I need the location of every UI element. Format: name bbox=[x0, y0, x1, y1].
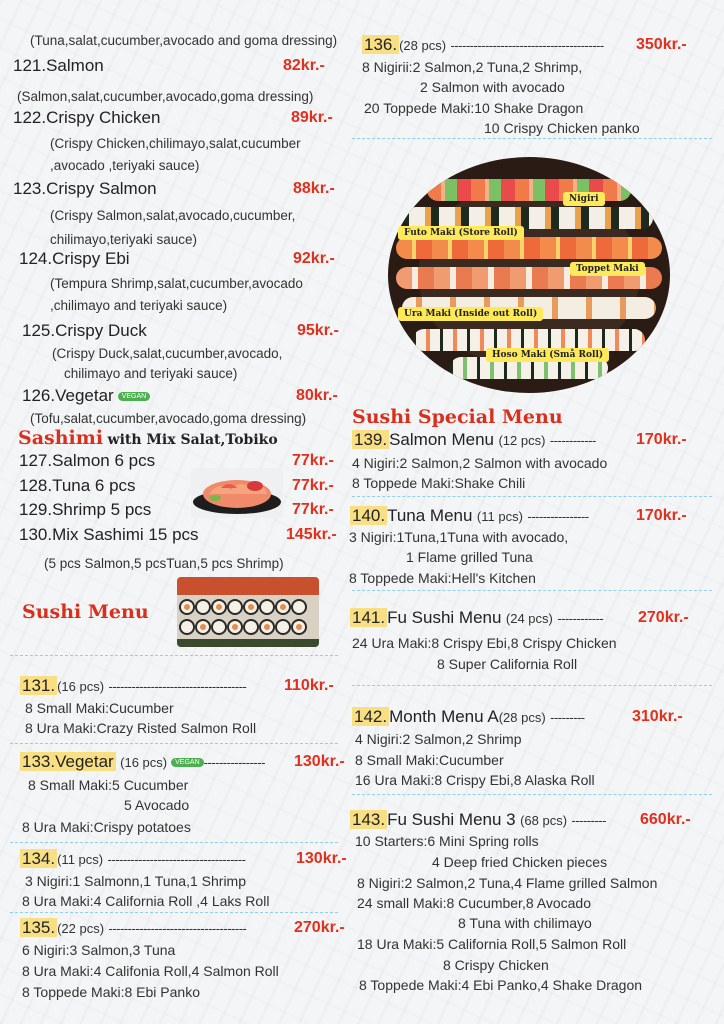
item-126-label: 126.Vegetar bbox=[22, 386, 114, 405]
item-140-number: 140. bbox=[352, 506, 386, 525]
item-140-price: 170kr.- bbox=[636, 507, 687, 524]
item-134-header bbox=[20, 849, 245, 869]
item-122-name: 122.Crispy Chicken bbox=[13, 108, 161, 127]
vegan-badge: VEGAN bbox=[118, 392, 151, 401]
item-139-number: 139. bbox=[354, 430, 388, 449]
item-122-description-1: (Crispy Chicken,chilimayo,salat,cucumber bbox=[50, 136, 301, 151]
item-139-line-1: 4 Nigiri:2 Salmon,2 Salmon with avocado bbox=[352, 455, 608, 471]
item-128-price: 77kr.- bbox=[292, 477, 334, 494]
item-136-dashes: ---------------------------------------- bbox=[450, 38, 604, 53]
item-140-name: Tuna Menu bbox=[387, 506, 473, 525]
item-135-line-1: 6 Nigiri:3 Salmon,3 Tuna bbox=[22, 942, 176, 958]
item-142-price: 310kr.- bbox=[632, 708, 683, 725]
item-130-description: (5 pcs Salmon,5 pcsTuan,5 pcs Shrimp) bbox=[44, 556, 284, 571]
item-140-line-1: 3 Nigiri:1Tuna,1Tuna with avocado, bbox=[349, 529, 569, 545]
sashimi-heading bbox=[18, 427, 278, 449]
item-136-pcs: (28 pcs) bbox=[399, 38, 447, 53]
item-134-dashes: ------------------------------------ bbox=[107, 852, 246, 867]
item-136-header bbox=[362, 35, 604, 55]
item-139-price: 170kr.- bbox=[636, 431, 687, 448]
item-129-name: 129.Shrimp 5 pcs bbox=[19, 500, 152, 519]
item-121-name: 121.Salmon bbox=[13, 56, 104, 75]
item-131-pcs: (16 pcs) bbox=[57, 679, 105, 694]
item-127-name: 127.Salmon 6 pcs bbox=[19, 451, 156, 470]
item-141-line-2: 8 Super California Roll bbox=[437, 656, 578, 672]
item-126-description: (Tofu,salat,cucumber,avocado,goma dressing) bbox=[30, 411, 307, 426]
section-divider bbox=[10, 912, 338, 913]
item-136-number: 136. bbox=[364, 35, 398, 54]
item-140-line-3: 8 Toppede Maki:Hell's Kitchen bbox=[349, 570, 536, 586]
sashimi-photo bbox=[191, 468, 283, 518]
item-143-pcs: (68 pcs) bbox=[520, 813, 568, 828]
item-141-price: 270kr.- bbox=[638, 609, 689, 626]
item-141-header bbox=[350, 608, 603, 628]
item-141-dashes: ------------ bbox=[557, 611, 604, 626]
sashimi-title: Sashimi bbox=[18, 427, 104, 449]
item-130-price: 145kr.- bbox=[286, 526, 337, 543]
sashimi-plate-image bbox=[191, 468, 283, 518]
item-124-description-1: (Tempura Shrimp,salat,cucumber,avocado bbox=[50, 276, 303, 291]
item-125-name: 125.Crispy Duck bbox=[22, 321, 147, 340]
item-134-pcs: (11 pcs) bbox=[57, 852, 104, 867]
item-133-dashes: ---------------- bbox=[203, 755, 265, 770]
item-142-name: Month Menu A bbox=[389, 707, 499, 726]
item-128-name: 128.Tuna 6 pcs bbox=[19, 476, 136, 495]
section-divider bbox=[352, 138, 712, 139]
item-134-price: 130kr.- bbox=[296, 850, 347, 867]
hoso-maki-label: Hoso Maki (Små Roll) bbox=[486, 348, 609, 362]
item-124-name: 124.Crispy Ebi bbox=[19, 249, 130, 268]
section-divider bbox=[10, 743, 338, 744]
sushi-menu-photo bbox=[177, 577, 319, 647]
item-142-header bbox=[352, 707, 585, 727]
item-131-price: 110kr.- bbox=[284, 677, 334, 694]
item-142-pcs: (28 pcs) bbox=[498, 710, 546, 725]
futo-maki-label: Futo Maki (Store Roll) bbox=[398, 226, 524, 240]
item-127-price: 77kr.- bbox=[292, 452, 334, 469]
item-131-line-1: 8 Small Maki:Cucumber bbox=[25, 700, 174, 716]
item-120-description: (Tuna,salat,cucumber,avocado and goma dressing) bbox=[30, 33, 338, 48]
item-135-pcs: (22 pcs) bbox=[57, 921, 105, 936]
item-136-line-2: 2 Salmon with avocado bbox=[420, 79, 565, 95]
sushi-menu-title: Sushi Menu bbox=[22, 601, 149, 623]
item-131-dashes: ------------------------------------ bbox=[108, 679, 247, 694]
item-134-line-1: 3 Nigiri:1 Salmonn,1 Tuna,1 Shrimp bbox=[25, 873, 246, 889]
item-141-number: 141. bbox=[352, 608, 386, 627]
item-136-line-4: 10 Crispy Chicken panko bbox=[484, 120, 640, 136]
sashimi-subtitle: with Mix Salat,Tobiko bbox=[107, 432, 278, 448]
item-142-line-3: 16 Ura Maki:8 Crispy Ebi,8 Alaska Roll bbox=[355, 772, 595, 788]
item-135-price: 270kr.- bbox=[294, 919, 345, 936]
item-139-dashes: ------------ bbox=[549, 433, 596, 448]
item-139-header bbox=[352, 430, 596, 450]
item-139-name: Salmon Menu bbox=[389, 430, 494, 449]
item-142-line-2: 8 Small Maki:Cucumber bbox=[355, 752, 504, 768]
item-143-line-2: 4 Deep fried Chicken pieces bbox=[432, 854, 608, 870]
sushi-rolls-image bbox=[177, 577, 319, 647]
item-140-line-2: 1 Flame grilled Tuna bbox=[406, 549, 533, 565]
item-134-line-2: 8 Ura Maki:4 California Roll ,4 Laks Roll bbox=[22, 893, 270, 909]
item-143-number: 143. bbox=[352, 810, 386, 829]
item-135-line-2: 8 Ura Maki:4 Califonia Roll,4 Salmon Roll bbox=[22, 963, 279, 979]
item-123-price: 88kr.- bbox=[293, 180, 335, 197]
item-131-number: 131. bbox=[22, 676, 56, 695]
item-143-line-1: 10 Starters:6 Mini Spring rolls bbox=[355, 833, 539, 849]
item-131-line-2: 8 Ura Maki:Crazy Risted Salmon Roll bbox=[25, 720, 257, 736]
item-135-number: 135. bbox=[22, 918, 56, 937]
section-divider bbox=[352, 794, 712, 795]
item-124-description-2: ,chilimayo and teriyaki sauce) bbox=[50, 298, 228, 313]
item-143-line-3: 8 Nigiri:2 Salmon,2 Tuna,4 Flame grilled Salmon bbox=[357, 875, 658, 891]
item-143-header bbox=[350, 810, 606, 830]
item-133-price: 130kr.- bbox=[294, 753, 345, 770]
item-142-number: 142. bbox=[354, 707, 388, 726]
item-143-line-6: 18 Ura Maki:5 California Roll,5 Salmon Roll bbox=[357, 936, 627, 952]
toppet-maki-label: Toppet Maki bbox=[570, 262, 645, 276]
item-133-number bbox=[20, 752, 116, 771]
item-143-line-5: 8 Tuna with chilimayo bbox=[458, 915, 592, 931]
item-143-dashes: --------- bbox=[571, 813, 606, 828]
item-143-name: Fu Sushi Menu 3 bbox=[387, 810, 516, 829]
vegan-badge: VEGAN bbox=[171, 758, 204, 767]
item-133-name: Vegetar bbox=[55, 752, 114, 771]
item-135-dashes: ------------------------------------ bbox=[108, 921, 247, 936]
item-121-description: (Salmon,salat,cucumber,avocado,goma dressing) bbox=[17, 89, 314, 104]
item-142-dashes: --------- bbox=[550, 710, 585, 725]
toppet-maki-row bbox=[396, 237, 661, 259]
item-141-pcs: (24 pcs) bbox=[505, 611, 553, 626]
item-133-line-2: 5 Avocado bbox=[124, 797, 190, 813]
item-142-line-1: 4 Nigiri:2 Salmon,2 Shrimp bbox=[355, 731, 522, 747]
item-133-num-text: 133. bbox=[22, 752, 56, 771]
section-divider bbox=[352, 496, 712, 497]
item-135-header bbox=[20, 918, 246, 938]
section-divider bbox=[352, 590, 712, 591]
item-121-price: 82kr.- bbox=[283, 57, 325, 74]
item-122-price: 89kr.- bbox=[291, 109, 333, 126]
item-140-pcs: (11 pcs) bbox=[476, 509, 523, 524]
item-139-pcs: (12 pcs) bbox=[498, 433, 546, 448]
item-143-line-4: 24 small Maki:8 Cucumber,8 Avocado bbox=[357, 895, 591, 911]
item-133-pcs: (16 pcs) bbox=[120, 755, 168, 770]
item-141-line-1: 24 Ura Maki:8 Crispy Ebi,8 Crispy Chicken bbox=[352, 635, 617, 651]
item-141-name: Fu Sushi Menu bbox=[387, 608, 502, 627]
item-123-description-1: (Crispy Salmon,salat,avocado,cucumber, bbox=[50, 208, 296, 223]
item-122-description-2: ,avocado ,teriyaki sauce) bbox=[50, 158, 200, 173]
item-135-line-3: 8 Toppede Maki:8 Ebi Panko bbox=[22, 984, 200, 1000]
ura-maki-label: Ura Maki (Inside out Roll) bbox=[398, 307, 543, 321]
item-125-price: 95kr.- bbox=[297, 322, 339, 339]
item-125-description-1: (Crispy Duck,salat,cucumber,avocado, bbox=[52, 346, 283, 361]
item-126-price: 80kr.- bbox=[296, 387, 338, 404]
item-136-line-3: 20 Toppede Maki:10 Shake Dragon bbox=[364, 100, 584, 116]
item-131-header bbox=[20, 676, 246, 696]
item-125-description-2: chilimayo and teriyaki sauce) bbox=[64, 366, 238, 381]
item-143-price: 660kr.- bbox=[640, 811, 691, 828]
item-126-name bbox=[22, 386, 150, 406]
item-143-line-8: 8 Toppede Maki:4 Ebi Panko,4 Shake Dragon bbox=[359, 977, 643, 993]
item-140-dashes: ---------------- bbox=[527, 509, 589, 524]
item-133-header bbox=[20, 752, 265, 772]
item-139-line-2: 8 Toppede Maki:Shake Chili bbox=[352, 475, 526, 491]
sushi-special-menu-title: Sushi Special Menu bbox=[352, 406, 563, 428]
item-123-description-2: chilimayo,teriyaki sauce) bbox=[50, 232, 198, 247]
item-140-header bbox=[350, 506, 589, 526]
item-133-line-1: 8 Small Maki:5 Cucumber bbox=[28, 777, 189, 793]
item-123-name: 123.Crispy Salmon bbox=[13, 179, 157, 198]
item-130-name: 130.Mix Sashimi 15 pcs bbox=[19, 525, 199, 544]
item-136-price: 350kr.- bbox=[636, 36, 687, 53]
item-143-line-7: 8 Crispy Chicken bbox=[443, 957, 549, 973]
item-134-number: 134. bbox=[22, 849, 56, 868]
nigiri-label: Nigiri bbox=[563, 192, 605, 206]
item-133-line-3: 8 Ura Maki:Crispy potatoes bbox=[22, 819, 191, 835]
section-divider bbox=[10, 655, 338, 656]
item-124-price: 92kr.- bbox=[293, 250, 335, 267]
section-divider bbox=[10, 842, 338, 843]
item-129-price: 77kr.- bbox=[292, 501, 334, 518]
section-divider bbox=[352, 685, 712, 686]
item-136-line-1: 8 Nigirii:2 Salmon,2 Tuna,2 Shrimp, bbox=[362, 59, 583, 75]
